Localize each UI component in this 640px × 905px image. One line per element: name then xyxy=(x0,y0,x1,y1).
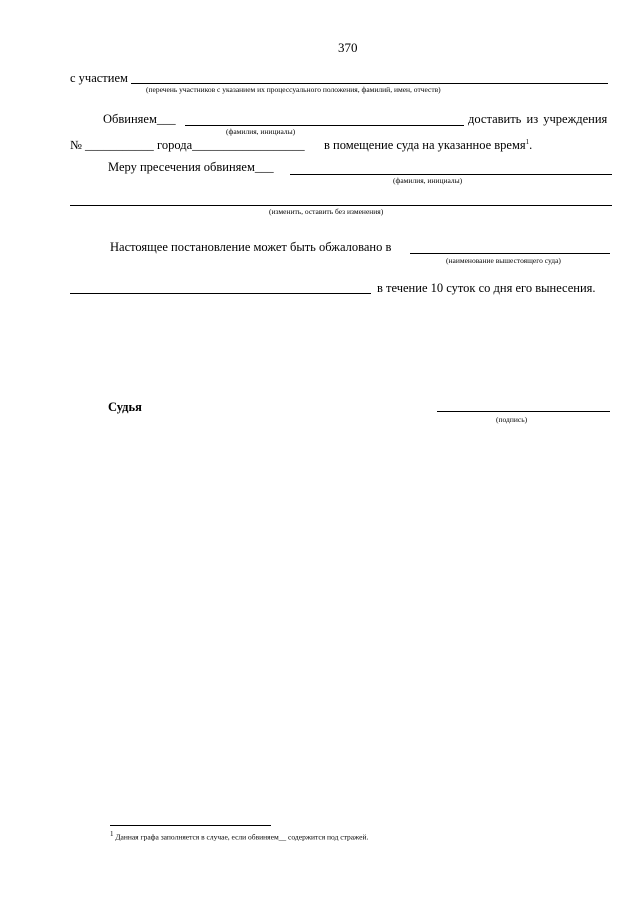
signature-caption: (подпись) xyxy=(496,415,528,424)
footnote-text: Данная графа заполняется в случае, если обвиняем__ содержится под стражей. xyxy=(115,832,369,842)
deliver-text: доставить из учреждения xyxy=(468,112,608,126)
footnote-ref: 1 xyxy=(525,138,530,146)
appeal-term-text: в течение 10 суток со дня его вынесения. xyxy=(377,281,596,295)
measure-decision-field xyxy=(70,205,612,206)
page-number: 370 xyxy=(338,40,358,55)
participants-caption: (перечень участников с указанием их процессуального положения, фамилий, имен, отчеств) xyxy=(146,85,441,94)
accused-name-field xyxy=(185,125,464,126)
higher-court-caption: (наименование вышестоящего суда) xyxy=(446,256,561,265)
footnote-separator xyxy=(110,825,271,826)
footnote-mark: 1 xyxy=(110,830,114,838)
judge-label: Судья xyxy=(108,400,142,414)
preventive-measure-label: Меру пресечения обвиняем___ xyxy=(108,160,274,174)
preventive-name-field xyxy=(290,174,612,175)
participants-field xyxy=(131,83,608,84)
footnote xyxy=(110,830,368,842)
institution-number: № ___________ xyxy=(70,138,154,152)
participants-label: с участием xyxy=(70,71,128,85)
signature-field xyxy=(437,411,610,412)
accused-name-caption: (фамилия, инициалы) xyxy=(226,127,296,136)
accused-label: Обвиняем___ xyxy=(103,112,176,126)
appeal-court-field xyxy=(70,293,371,294)
measure-decision-caption: (изменить, оставить без изменения) xyxy=(269,207,384,216)
city-field: города__________________ xyxy=(157,138,305,152)
appeal-text: Настоящее постановление может быть обжаловано в xyxy=(110,240,392,254)
court-premises-text: в помещение суда на указанное время$^1$. xyxy=(324,138,533,153)
higher-court-field xyxy=(410,253,610,254)
preventive-name-caption: (фамилия, инициалы) xyxy=(393,176,463,185)
